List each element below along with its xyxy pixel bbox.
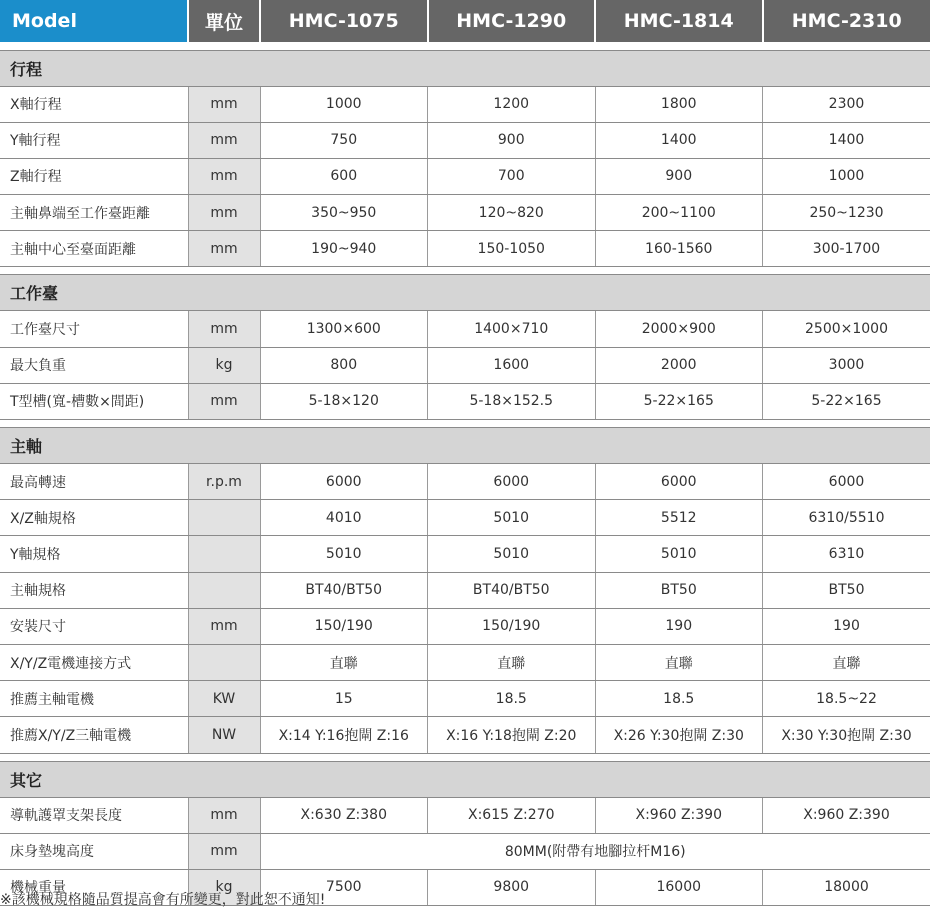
spec-label: 推薦X/Y/Z三軸電機 [0, 717, 188, 753]
spec-value: 600 [260, 158, 428, 194]
spec-unit: mm [188, 833, 260, 869]
spec-unit: mm [188, 231, 260, 267]
spec-value: 5010 [428, 500, 596, 536]
spec-unit: mm [188, 797, 260, 833]
section-title: 工作臺 [0, 275, 930, 311]
spec-value: 3000 [763, 347, 930, 383]
spec-value: 5-18×152.5 [428, 383, 596, 419]
spec-value: 2000 [595, 347, 763, 383]
table-row [0, 833, 930, 869]
spec-value: 5010 [595, 536, 763, 572]
spec-label: 最大負重 [0, 347, 188, 383]
spec-value: 4010 [260, 500, 428, 536]
table-row [0, 158, 930, 194]
model-column-header: HMC-1290 [428, 0, 596, 42]
spec-label: Y軸規格 [0, 536, 188, 572]
spec-unit: kg [188, 869, 260, 905]
spec-value-merged: 80MM(附帶有地腳拉杆M16) [260, 833, 930, 869]
table-row [0, 572, 930, 608]
spec-value: 6310/5510 [763, 500, 930, 536]
spec-value: BT50 [595, 572, 763, 608]
spec-value: 1000 [260, 86, 428, 122]
table-row [0, 717, 930, 753]
spec-value: 190~940 [260, 231, 428, 267]
spec-label: Z軸行程 [0, 158, 188, 194]
model-column-header: HMC-1075 [260, 0, 428, 42]
spec-value: 750 [260, 122, 428, 158]
spec-unit: mm [188, 122, 260, 158]
spec-label: T型槽(寬-槽數×間距) [0, 383, 188, 419]
spec-unit: mm [188, 383, 260, 419]
spec-unit [188, 572, 260, 608]
spec-value: 7500 [260, 869, 428, 905]
table-row [0, 195, 930, 231]
spec-value: 5-22×165 [595, 383, 763, 419]
table-row [0, 122, 930, 158]
spec-value: X:26 Y:30抱閘 Z:30 [595, 717, 763, 753]
section-title: 行程 [0, 50, 930, 86]
spec-value: BT40/BT50 [428, 572, 596, 608]
model-column-header: HMC-1814 [595, 0, 763, 42]
spec-label: 推薦主軸電機 [0, 681, 188, 717]
spec-value: X:960 Z:390 [595, 797, 763, 833]
spec-value: 2300 [763, 86, 930, 122]
spec-value: 直聯 [595, 644, 763, 680]
spec-value: 150-1050 [428, 231, 596, 267]
spec-value: 5-22×165 [763, 383, 930, 419]
spec-value: 6000 [428, 464, 596, 500]
spec-value: 1800 [595, 86, 763, 122]
spec-value: X:960 Z:390 [763, 797, 930, 833]
table-row [0, 797, 930, 833]
table-row [0, 86, 930, 122]
spec-label: 機械重量 [0, 869, 188, 905]
table-row [0, 231, 930, 267]
section-header [0, 50, 930, 86]
spec-value: 200~1100 [595, 195, 763, 231]
spec-value: 150/190 [428, 608, 596, 644]
table-body [0, 42, 930, 906]
spec-label: 導軌護罩支架長度 [0, 797, 188, 833]
spec-value: 160-1560 [595, 231, 763, 267]
spec-value: 190 [763, 608, 930, 644]
table-row [0, 311, 930, 347]
spec-value: 190 [595, 608, 763, 644]
spec-value: 350~950 [260, 195, 428, 231]
table-row [0, 383, 930, 419]
spec-unit: kg [188, 347, 260, 383]
spec-unit: mm [188, 311, 260, 347]
table-header [0, 0, 930, 42]
spec-value: 1000 [763, 158, 930, 194]
spec-value: X:630 Z:380 [260, 797, 428, 833]
section-title: 其它 [0, 761, 930, 797]
spec-label: 安裝尺寸 [0, 608, 188, 644]
table-row [0, 464, 930, 500]
spec-value: 1600 [428, 347, 596, 383]
spec-value: 800 [260, 347, 428, 383]
spec-value: X:30 Y:30抱閘 Z:30 [763, 717, 930, 753]
table-row [0, 681, 930, 717]
spec-unit [188, 644, 260, 680]
spec-unit: mm [188, 195, 260, 231]
spec-value: X:16 Y:18抱閘 Z:20 [428, 717, 596, 753]
spec-unit: mm [188, 608, 260, 644]
spec-value: BT40/BT50 [260, 572, 428, 608]
spec-value: 250~1230 [763, 195, 930, 231]
spec-value: 18.5~22 [763, 681, 930, 717]
spec-value: 6310 [763, 536, 930, 572]
table-row [0, 347, 930, 383]
spec-unit [188, 536, 260, 572]
spec-value: 18000 [763, 869, 930, 905]
table-row [0, 500, 930, 536]
spec-value: 6000 [763, 464, 930, 500]
spec-value: 900 [428, 122, 596, 158]
spec-label: 主軸中心至臺面距離 [0, 231, 188, 267]
spec-value: 1400 [595, 122, 763, 158]
spec-label: 床身墊塊高度 [0, 833, 188, 869]
spec-label: 工作臺尺寸 [0, 311, 188, 347]
spec-label: 最高轉速 [0, 464, 188, 500]
spec-value: 1200 [428, 86, 596, 122]
section-title: 主軸 [0, 428, 930, 464]
spec-label: 主軸鼻端至工作臺距離 [0, 195, 188, 231]
spec-value: X:14 Y:16抱閘 Z:16 [260, 717, 428, 753]
spec-value: 6000 [260, 464, 428, 500]
spec-unit: r.p.m [188, 464, 260, 500]
spec-unit: mm [188, 86, 260, 122]
spec-unit: NW [188, 717, 260, 753]
spec-label: X/Z軸規格 [0, 500, 188, 536]
spec-value: 5010 [428, 536, 596, 572]
spec-value: 150/190 [260, 608, 428, 644]
spec-value: 900 [595, 158, 763, 194]
spec-value: 15 [260, 681, 428, 717]
spec-value: 1300×600 [260, 311, 428, 347]
table-row [0, 536, 930, 572]
footnote: ※該機械規格隨品質提高會有所變更，對此恕不通知! [0, 892, 326, 908]
section-header [0, 761, 930, 797]
spec-value: 1400 [763, 122, 930, 158]
unit-header: 單位 [188, 0, 260, 42]
model-column-header: HMC-2310 [763, 0, 930, 42]
spec-value: BT50 [763, 572, 930, 608]
model-header: Model [0, 0, 188, 42]
spec-value: 18.5 [428, 681, 596, 717]
spec-value: 1400×710 [428, 311, 596, 347]
spec-unit: mm [188, 158, 260, 194]
spec-label: Y軸行程 [0, 122, 188, 158]
spec-label: 主軸規格 [0, 572, 188, 608]
section-header [0, 275, 930, 311]
spec-label: X軸行程 [0, 86, 188, 122]
spec-value: 18.5 [595, 681, 763, 717]
spec-value: 2500×1000 [763, 311, 930, 347]
spec-value: 120~820 [428, 195, 596, 231]
spec-value: 300-1700 [763, 231, 930, 267]
spec-value: 5010 [260, 536, 428, 572]
spec-value: 直聯 [763, 644, 930, 680]
table-row [0, 608, 930, 644]
spec-value: X:615 Z:270 [428, 797, 596, 833]
spec-value: 700 [428, 158, 596, 194]
spec-value: 5512 [595, 500, 763, 536]
spec-value: 6000 [595, 464, 763, 500]
spec-value: 2000×900 [595, 311, 763, 347]
section-header [0, 428, 930, 464]
spec-value: 5-18×120 [260, 383, 428, 419]
spec-value: 直聯 [260, 644, 428, 680]
table-row [0, 644, 930, 680]
spec-label: X/Y/Z電機連接方式 [0, 644, 188, 680]
spec-value: 9800 [428, 869, 596, 905]
spec-unit [188, 500, 260, 536]
spec-value: 直聯 [428, 644, 596, 680]
spec-value: 16000 [595, 869, 763, 905]
spec-unit: KW [188, 681, 260, 717]
